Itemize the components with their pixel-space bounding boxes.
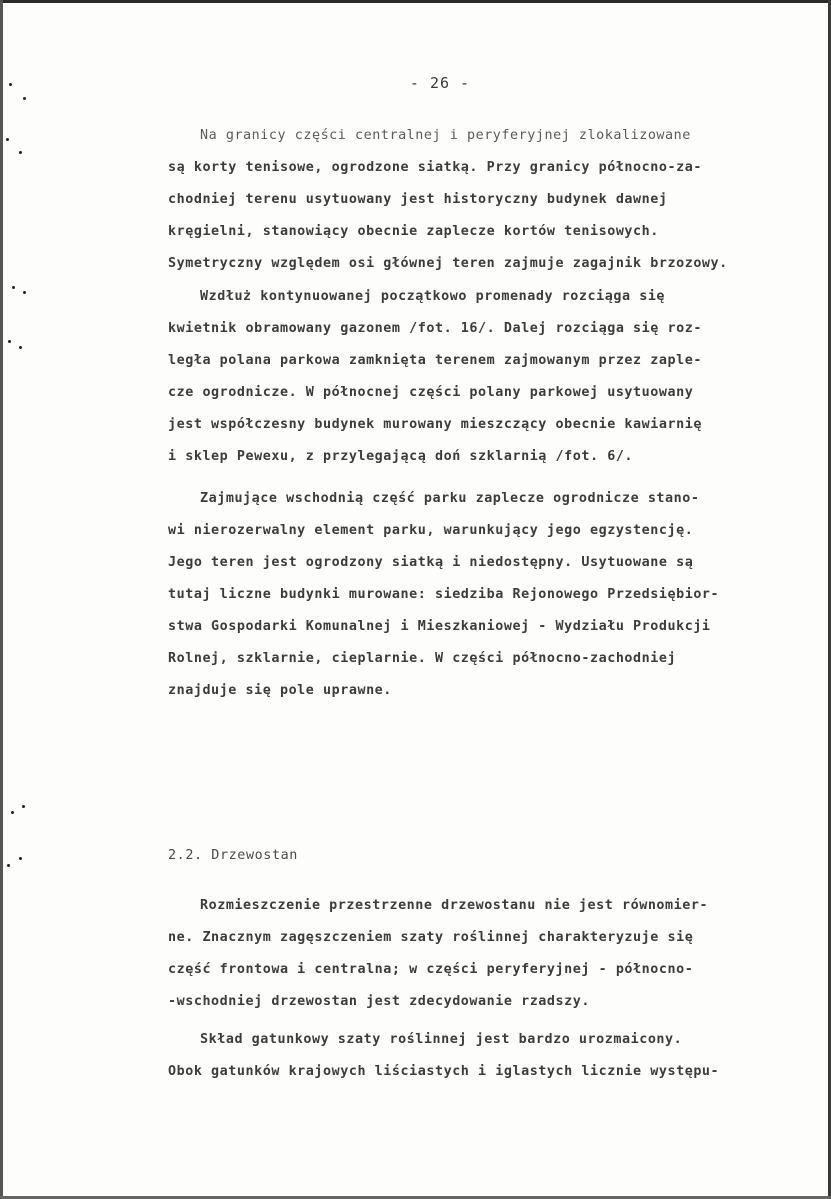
- text-line: chodniej terenu usytuowany jest historyczny budynek dawnej: [168, 192, 668, 207]
- text-line: wi nierozerwalny element parku, warunkujący jego egzystencję.: [168, 523, 694, 538]
- text-line: Rozmieszczenie przestrzenne drzewostanu nie jest równomier-: [200, 898, 709, 913]
- text-line: cze ogrodnicze. W północnej części polany parkowej usytuowany: [168, 385, 694, 400]
- text-line: kręgielni, stanowiący obecnie zaplecze kortów tenisowych.: [168, 224, 659, 239]
- margin-mark: [11, 811, 14, 814]
- text-line: legła polana parkowa zamknięta terenem zajmowanym przez zaple-: [168, 353, 702, 368]
- text-line: Na granicy części centralnej i peryferyjnej zlokalizowane: [200, 128, 691, 143]
- margin-mark: [19, 151, 22, 154]
- margin-mark: [12, 286, 15, 289]
- text-line: część frontowa i centralna; w części peryferyjnej - północno-: [168, 962, 694, 977]
- text-line: Skład gatunkowy szaty roślinnej jest bardzo urozmaicony.: [200, 1032, 683, 1047]
- text-line: -wschodniej drzewostan jest zdecydowanie rzadszy.: [168, 994, 590, 1009]
- margin-mark: [7, 864, 10, 867]
- scan-border-top: [0, 0, 831, 3]
- margin-mark: [23, 291, 26, 294]
- text-line: Jego teren jest ogrodzony siatką i niedostępny. Usytuowane są: [168, 555, 694, 570]
- text-line: kwietnik obramowany gazonem /fot. 16/. Dalej rozciąga się roz-: [168, 321, 702, 336]
- text-line: Obok gatunków krajowych liściastych i iglastych licznie występu-: [168, 1064, 720, 1079]
- text-line: stwa Gospodarki Komunalnej i Mieszkaniowej - Wydziału Produkcji: [168, 619, 711, 634]
- text-line: znajduje się pole uprawne.: [168, 683, 392, 698]
- text-line: ne. Znacznym zagęszczeniem szaty roślinnej charakteryzuje się: [168, 930, 694, 945]
- text-line: Wzdłuż kontynuowanej początkowo promenady rozciąga się: [200, 289, 666, 304]
- margin-mark: [22, 805, 25, 808]
- page-number: - 26 -: [409, 74, 471, 92]
- text-line: jest współczesny budynek murowany mieszczący obecnie kawiarnię: [168, 417, 702, 432]
- text-line: Rolnej, szklarnie, cieplarnie. W części północno-zachodniej: [168, 651, 677, 666]
- margin-mark: [6, 138, 9, 141]
- text-line: są korty tenisowe, ogrodzone siatką. Przy granicy północno-za-: [168, 160, 702, 175]
- text-line: i sklep Pewexu, z przylegającą doń szklarnią /fot. 6/.: [168, 449, 634, 464]
- section-heading: 2.2. Drzewostan: [168, 848, 298, 863]
- margin-mark: [8, 340, 11, 343]
- text-line: Symetryczny względem osi głównej teren zajmuje zagajnik brzozowy.: [168, 256, 728, 271]
- margin-mark: [19, 857, 22, 860]
- text-line: Zajmujące wschodnią część parku zaplecze ogrodnicze stano-: [200, 491, 700, 506]
- scan-border-left: [0, 0, 3, 1199]
- margin-mark: [23, 97, 26, 100]
- text-line: tutaj liczne budynki murowane: siedziba Rejonowego Przedsiębior-: [168, 587, 720, 602]
- margin-mark: [19, 346, 22, 349]
